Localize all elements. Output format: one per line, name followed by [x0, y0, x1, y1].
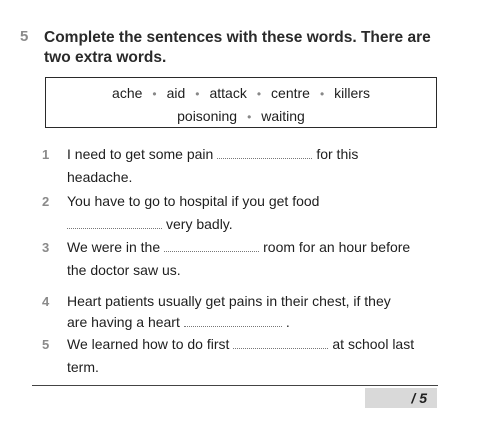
word-ache: ache: [112, 85, 143, 101]
sentence-text: room for an hour before: [263, 239, 411, 255]
divider: [32, 385, 438, 386]
sentence-text: for this: [316, 146, 359, 162]
sentence-text: We were in the: [67, 239, 161, 255]
bullet-icon: •: [152, 87, 157, 101]
word-row-2: [46, 107, 436, 125]
bullet-icon: •: [256, 87, 262, 101]
score-box: / 5: [365, 388, 437, 408]
word-poisoning: poisoning: [177, 108, 238, 124]
answer-blank[interactable]: [233, 337, 328, 349]
sentence-text: very badly.: [166, 216, 233, 232]
sentence-text: We learned how to do first: [67, 336, 230, 352]
sentence-line: [67, 169, 132, 185]
sentence-text: the doctor saw us.: [67, 262, 181, 278]
sentence-line: [67, 193, 319, 209]
word-killers: killers: [334, 85, 370, 101]
sentence-text: at school last: [332, 336, 415, 352]
sentence-text: are having a heart: [67, 314, 180, 330]
bullet-icon: •: [195, 87, 200, 101]
item-number: 1: [42, 147, 50, 162]
sentence-text: headache.: [67, 169, 133, 185]
sentence-text: Heart patients usually get pains in their chest, if they: [67, 293, 391, 309]
exercise-number: 5: [20, 28, 29, 45]
answer-blank[interactable]: [184, 315, 282, 327]
exercise-instruction: Complete the sentences with these words. There are two extra words.: [44, 29, 431, 66]
word-attack: attack: [209, 85, 247, 101]
sentence-line: [67, 314, 290, 330]
item-number: 4: [42, 294, 50, 309]
answer-blank[interactable]: [164, 240, 259, 252]
bullet-icon: •: [247, 110, 252, 124]
word-waiting: waiting: [261, 108, 305, 124]
sentence-line: [67, 359, 99, 375]
sentence-text: You have to go to hospital if you get food: [67, 193, 320, 209]
sentence-line: [67, 336, 414, 352]
sentence-line: [67, 262, 181, 278]
sentence-text: term.: [67, 359, 99, 375]
sentence-line: [67, 239, 410, 255]
answer-blank[interactable]: [217, 147, 312, 159]
sentence-line: [67, 293, 391, 309]
word-box: [45, 77, 437, 128]
bullet-icon: •: [319, 87, 325, 101]
item-number: 3: [42, 240, 50, 255]
sentence-text: .: [285, 314, 290, 330]
sentence-line: [67, 146, 358, 162]
word-centre: centre: [271, 85, 310, 101]
word-aid: aid: [166, 85, 186, 101]
sentence-line: [67, 216, 233, 232]
item-number: 2: [42, 194, 50, 209]
answer-blank[interactable]: [67, 217, 162, 229]
sentence-text: I need to get some pain: [67, 146, 214, 162]
word-row-1: [46, 84, 436, 102]
item-number: 5: [42, 337, 50, 352]
